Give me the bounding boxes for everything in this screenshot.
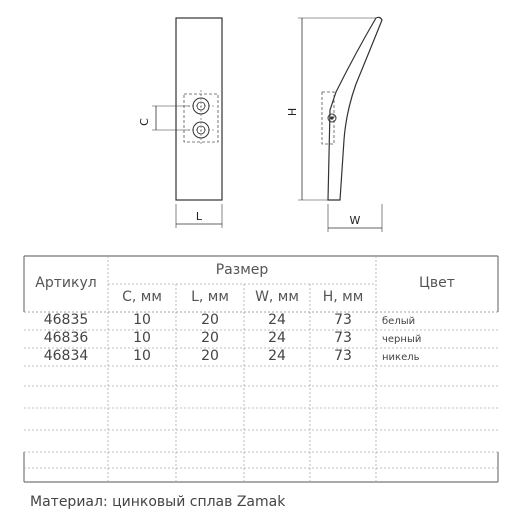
header-size-group: Размер	[215, 262, 269, 278]
row-color: никель	[382, 352, 420, 363]
row-c: 10	[133, 312, 151, 328]
row-h: 73	[334, 330, 352, 346]
row-w: 24	[268, 312, 286, 328]
row-h: 73	[334, 348, 352, 364]
dim-c-label: C	[138, 118, 151, 126]
row-article: 46834	[43, 348, 89, 364]
row-color: черный	[382, 334, 422, 345]
header-color: Цвет	[419, 275, 455, 291]
row-w: 24	[268, 348, 286, 364]
row-color: белый	[382, 316, 416, 327]
dim-h-label: H	[286, 107, 299, 117]
row-article: 46836	[43, 330, 89, 346]
header-article: Артикул	[35, 275, 97, 291]
material-note: Материал: цинковый сплав Zamak	[30, 494, 286, 510]
header-col-w: W, мм	[255, 289, 299, 305]
row-l: 20	[201, 348, 219, 364]
row-article: 46835	[43, 312, 89, 328]
row-w: 24	[268, 330, 286, 346]
header-col-h: H, мм	[322, 289, 364, 305]
row-l: 20	[201, 312, 219, 328]
dim-w-label: W	[349, 214, 361, 227]
row-c: 10	[133, 348, 151, 364]
row-l: 20	[201, 330, 219, 346]
dim-l-label: L	[195, 210, 203, 223]
row-c: 10	[133, 330, 151, 346]
row-h: 73	[334, 312, 352, 328]
header-col-c: C, мм	[122, 289, 162, 305]
header-col-l: L, мм	[191, 289, 229, 305]
